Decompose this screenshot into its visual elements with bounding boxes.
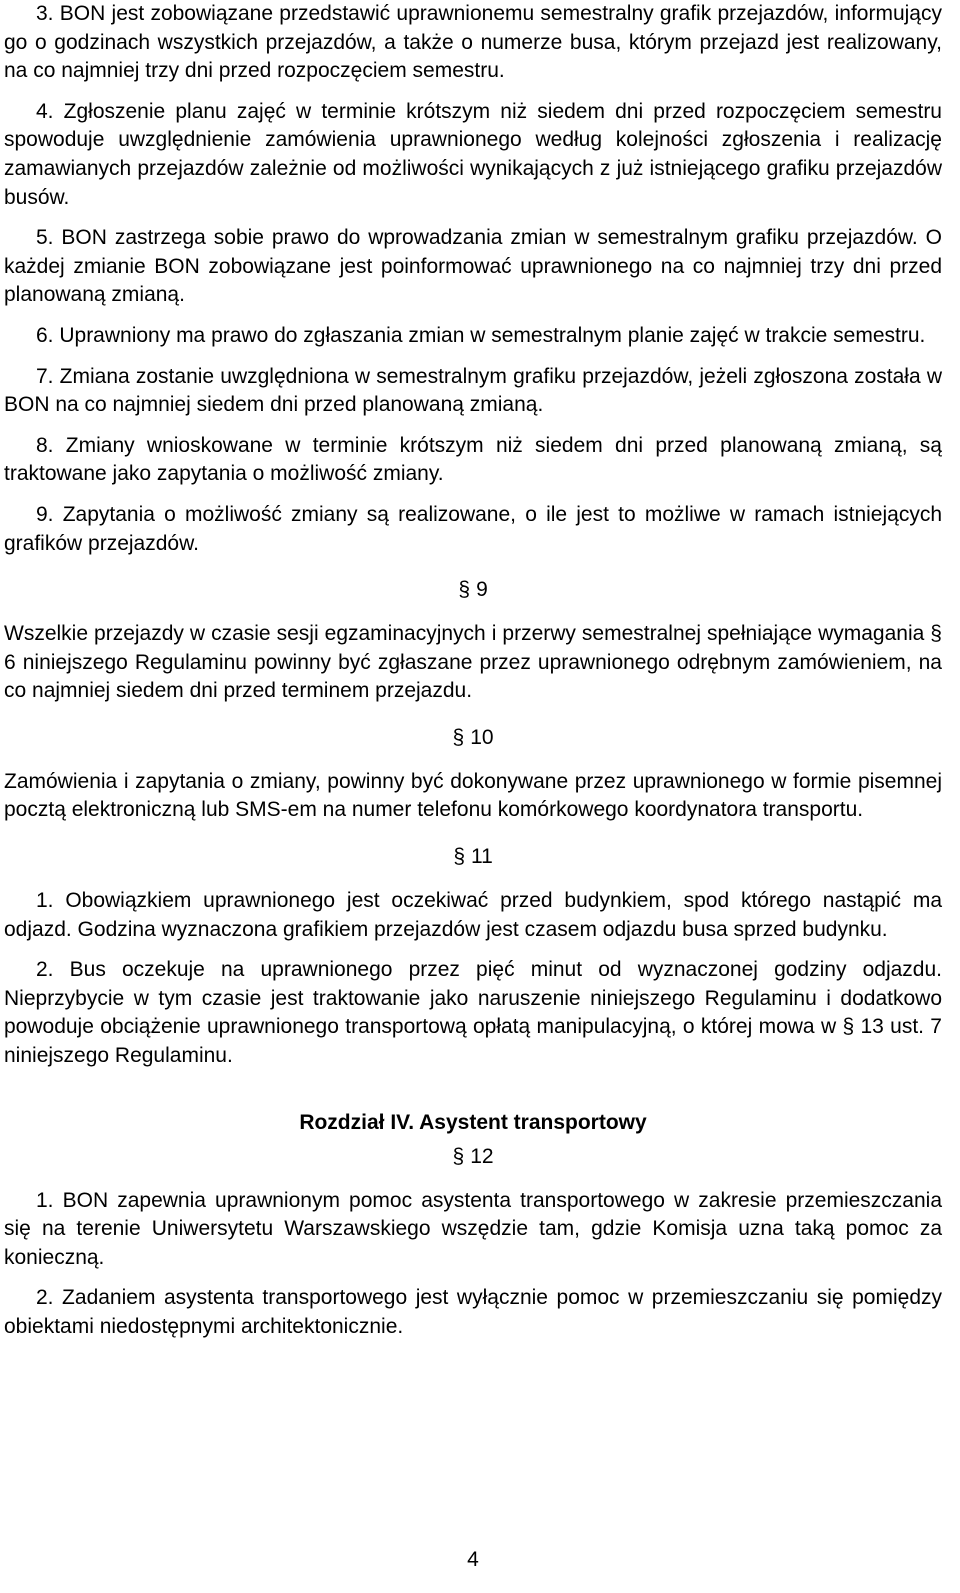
chapter-heading: Rozdział IV. Asystent transportowy [299, 1110, 647, 1134]
paragraph-4: 4. Zgłoszenie planu zajęć w terminie krótszym niż siedem dni przed rozpoczęciem semestru spowoduje uwzględnienie zamówienia uprawnionego według kolejności zgłoszenia i realizację zamawianych przejazdów zależnie od możliwości wynikających z już istniejącego grafiku przejazdów busów. [4, 99, 942, 209]
document-page [4, 0, 942, 1354]
paragraph-8: 8. Zmiany wnioskowane w terminie krótszym niż siedem dni przed planowaną zmianą, są traktowane jako zapytania o możliwość zmiany. [4, 433, 942, 486]
section-11-heading [4, 843, 942, 871]
section-12-heading [4, 1143, 942, 1171]
section-number: 12 [470, 1144, 494, 1168]
section-12-item-1: 1. BON zapewnia uprawnionym pomoc asystenta transportowego w zakresie przemieszczania się na terenie Uniwersytetu Warszawskiego wszędzie tam, gdzie Komisja uzna taką pomoc za konieczną. [4, 1188, 942, 1269]
section-12-item-2: 2. Zadaniem asystenta transportowego jest wyłącznie pomoc w przemieszczaniu się pomiędzy obiektami niedostępnymi architektonicznie. [4, 1286, 942, 1338]
section-number: 9 [476, 578, 488, 602]
section-symbol: § [452, 725, 465, 749]
section-symbol: § [452, 1144, 465, 1168]
section-11-item-2: 2. Bus oczekuje na uprawnionego przez pięć minut od wyznaczonej godziny odjazdu. Nieprzybycie w tym czasie jest traktowanie jako naruszenie niniejszego Regulaminu i dodatkowo powoduje obciążenie uprawnionego transportową opłatą manipulacyjną, o której mowa w § 13 ust. 7 niniejszego Regulaminu. [4, 958, 942, 1068]
section-number: 11 [471, 845, 493, 869]
section-11-item-1: 1. Obowiązkiem uprawnionego jest oczekiwać przed budynkiem, spod którego nastąpić ma odjazd. Godzina wyznaczona grafikiem przejazdów jest czasem odjazdu busa sprzed budynku. [4, 889, 942, 941]
section-9-text: Wszelkie przejazdy w czasie sesji egzaminacyjnych i przerwy semestralnej spełniające wymagania § 6 niniejszego Regulaminu powinny być zgłaszane przez uprawnionego odrębnym zamówieniem, na co najmniej siedem dni przed terminem przejazdu. [4, 622, 942, 703]
paragraph-5: 5. BON zastrzega sobie prawo do wprowadzania zmian w semestralnym grafiku przejazdów. O każdej zmianie BON zobowiązane jest poinformować uprawnionego na co najmniej trzy dni przed planowaną zmianą. [4, 226, 942, 307]
page-number: 4 [467, 1548, 479, 1571]
paragraph-3: 3. BON jest zobowiązane przedstawić uprawnionemu semestralny grafik przejazdów, informujący go o godzinach wszystkich przejazdów, a także o numerze busa, którym przejazd jest realizowany, na co najmniej trzy dni przed rozpoczęciem semestru. [4, 2, 942, 83]
section-10-text: Zamówienia i zapytania o zmiany, powinny być dokonywane przez uprawnionego w formie pisemnej pocztą elektroniczną lub SMS-em na numer telefonu komórkowego koordynatora transportu. [4, 769, 942, 822]
section-number: 10 [470, 725, 494, 749]
paragraph-7: 7. Zmiana zostanie uwzględniona w semestralnym grafiku przejazdów, jeżeli zgłoszona została w BON na co najmniej siedem dni przed planowaną zmianą. [4, 364, 942, 417]
section-10-heading [4, 724, 942, 752]
section-symbol: § [453, 845, 466, 869]
section-symbol: § [458, 578, 471, 602]
section-9-heading [4, 576, 942, 604]
paragraph-9: 9. Zapytania o możliwość zmiany są realizowane, o ile jest to możliwe w ramach istniejących grafików przejazdów. [4, 502, 942, 555]
paragraph-6: 6. Uprawniony ma prawo do zgłaszania zmian w semestralnym planie zajęć w trakcie semestru. [36, 323, 926, 347]
